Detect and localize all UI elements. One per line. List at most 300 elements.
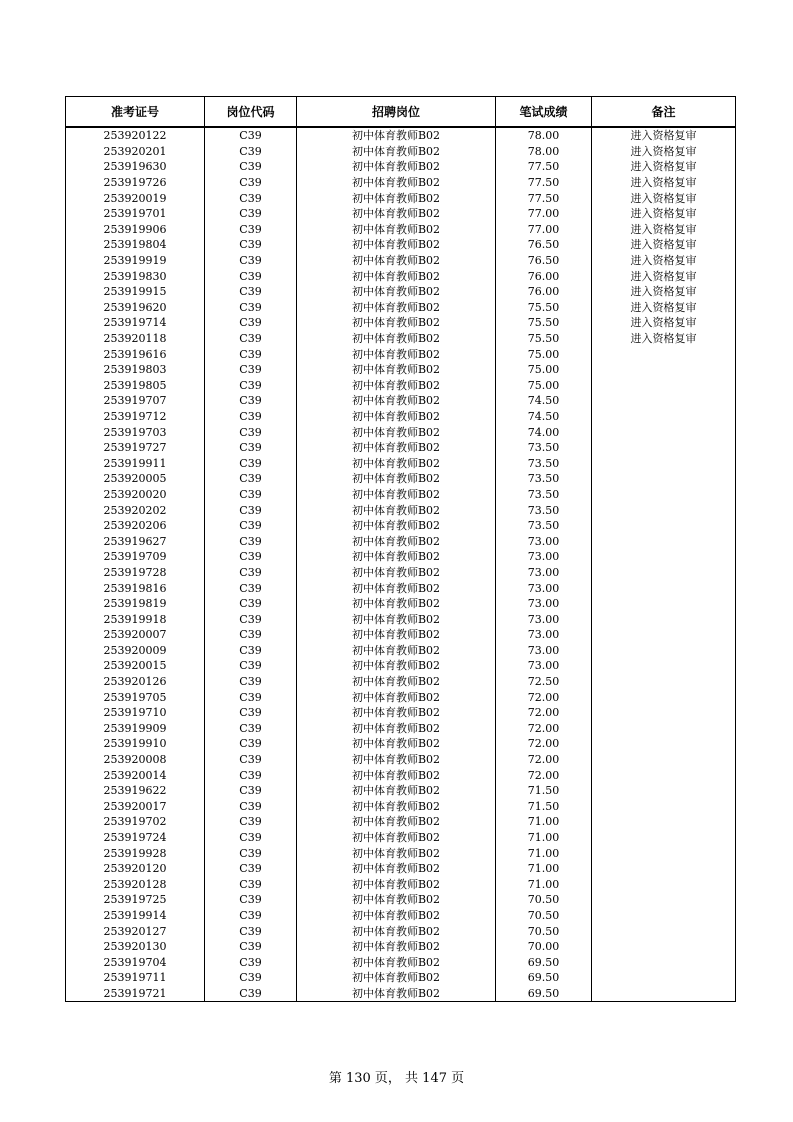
exam-id-cell: 253919819 [66, 596, 205, 612]
position-cell: 初中体育教师B02 [297, 300, 496, 316]
remark-cell: 进入资格复审 [592, 315, 736, 331]
remark-cell [592, 814, 736, 830]
remark-cell [592, 611, 736, 627]
exam-id-cell: 253919928 [66, 845, 205, 861]
score-cell: 72.00 [496, 767, 592, 783]
table-row [66, 658, 736, 674]
remark-cell [592, 549, 736, 565]
exam-id-cell: 253919616 [66, 346, 205, 362]
exam-id-cell: 253919830 [66, 268, 205, 284]
position-cell: 初中体育教师B02 [297, 643, 496, 659]
exam-id-cell: 253920015 [66, 658, 205, 674]
position-code-cell: C39 [205, 144, 297, 160]
results-table [65, 96, 736, 1002]
table-row [66, 954, 736, 970]
table-row [66, 487, 736, 503]
position-cell: 初中体育教师B02 [297, 674, 496, 690]
position-code-cell: C39 [205, 331, 297, 347]
position-cell: 初中体育教师B02 [297, 923, 496, 939]
exam-id-cell: 253919709 [66, 549, 205, 565]
score-cell: 71.50 [496, 783, 592, 799]
position-code-cell: C39 [205, 814, 297, 830]
exam-id-cell: 253919726 [66, 175, 205, 191]
position-code-cell: C39 [205, 908, 297, 924]
table-row [66, 533, 736, 549]
position-code-cell: C39 [205, 440, 297, 456]
exam-id-cell: 253919703 [66, 424, 205, 440]
score-cell: 73.50 [496, 518, 592, 534]
table-row [66, 237, 736, 253]
position-code-cell: C39 [205, 611, 297, 627]
score-cell: 73.00 [496, 611, 592, 627]
position-code-cell: C39 [205, 939, 297, 955]
position-cell: 初中体育教师B02 [297, 237, 496, 253]
position-code-cell: C39 [205, 549, 297, 565]
score-cell: 70.50 [496, 892, 592, 908]
exam-id-cell: 253919627 [66, 533, 205, 549]
table-row [66, 705, 736, 721]
remark-cell [592, 471, 736, 487]
position-cell: 初中体育教师B02 [297, 222, 496, 238]
remark-cell: 进入资格复审 [592, 284, 736, 300]
table-row [66, 611, 736, 627]
position-cell: 初中体育教师B02 [297, 939, 496, 955]
position-cell: 初中体育教师B02 [297, 362, 496, 378]
position-cell: 初中体育教师B02 [297, 705, 496, 721]
position-cell: 初中体育教师B02 [297, 736, 496, 752]
position-cell: 初中体育教师B02 [297, 393, 496, 409]
score-cell: 74.50 [496, 409, 592, 425]
position-cell: 初中体育教师B02 [297, 861, 496, 877]
position-code-cell: C39 [205, 705, 297, 721]
position-code-cell: C39 [205, 206, 297, 222]
exam-id-cell: 253919728 [66, 565, 205, 581]
remark-cell [592, 830, 736, 846]
position-cell: 初中体育教师B02 [297, 830, 496, 846]
remark-cell [592, 658, 736, 674]
remark-cell [592, 892, 736, 908]
score-cell: 73.50 [496, 502, 592, 518]
exam-id-cell: 253920005 [66, 471, 205, 487]
exam-id-cell: 253919906 [66, 222, 205, 238]
position-code-cell: C39 [205, 237, 297, 253]
exam-id-cell: 253920017 [66, 799, 205, 815]
position-cell: 初中体育教师B02 [297, 409, 496, 425]
score-cell: 74.00 [496, 424, 592, 440]
score-cell: 73.50 [496, 440, 592, 456]
position-cell: 初中体育教师B02 [297, 814, 496, 830]
position-code-cell: C39 [205, 315, 297, 331]
exam-id-cell: 253919630 [66, 159, 205, 175]
remark-cell [592, 970, 736, 986]
score-cell: 73.00 [496, 549, 592, 565]
position-code-cell: C39 [205, 970, 297, 986]
score-cell: 71.00 [496, 845, 592, 861]
position-cell: 初中体育教师B02 [297, 970, 496, 986]
table-row [66, 159, 736, 175]
score-cell: 72.00 [496, 721, 592, 737]
table-row [66, 877, 736, 893]
table-row [66, 409, 736, 425]
position-cell: 初中体育教师B02 [297, 315, 496, 331]
remark-cell: 进入资格复审 [592, 144, 736, 160]
position-cell: 初中体育教师B02 [297, 549, 496, 565]
exam-id-cell: 253919918 [66, 611, 205, 627]
exam-id-cell: 253920020 [66, 487, 205, 503]
exam-id-cell: 253920127 [66, 923, 205, 939]
position-code-cell: C39 [205, 424, 297, 440]
score-cell: 73.50 [496, 455, 592, 471]
score-cell: 74.50 [496, 393, 592, 409]
remark-cell [592, 783, 736, 799]
table-row [66, 986, 736, 1002]
position-cell: 初中体育教师B02 [297, 502, 496, 518]
remark-cell [592, 923, 736, 939]
header-remark: 备注 [592, 97, 736, 128]
position-cell: 初中体育教师B02 [297, 627, 496, 643]
score-cell: 73.00 [496, 658, 592, 674]
remark-cell [592, 939, 736, 955]
exam-id-cell: 253920126 [66, 674, 205, 690]
header-score: 笔试成绩 [496, 97, 592, 128]
remark-cell [592, 845, 736, 861]
remark-cell: 进入资格复审 [592, 253, 736, 269]
position-code-cell: C39 [205, 533, 297, 549]
position-cell: 初中体育教师B02 [297, 175, 496, 191]
position-cell: 初中体育教师B02 [297, 580, 496, 596]
remark-cell [592, 378, 736, 394]
table-row [66, 565, 736, 581]
table-row [66, 627, 736, 643]
score-cell: 76.00 [496, 284, 592, 300]
table-row [66, 783, 736, 799]
position-cell: 初中体育教师B02 [297, 331, 496, 347]
position-code-cell: C39 [205, 877, 297, 893]
exam-id-cell: 253920122 [66, 127, 205, 144]
score-cell: 73.50 [496, 471, 592, 487]
table-row [66, 502, 736, 518]
exam-id-cell: 253920014 [66, 767, 205, 783]
position-cell: 初中体育教师B02 [297, 284, 496, 300]
position-code-cell: C39 [205, 300, 297, 316]
exam-id-cell: 253919911 [66, 455, 205, 471]
position-cell: 初中体育教师B02 [297, 845, 496, 861]
position-code-cell: C39 [205, 736, 297, 752]
exam-id-cell: 253920130 [66, 939, 205, 955]
header-row [66, 97, 736, 128]
header-position: 招聘岗位 [297, 97, 496, 128]
table-row [66, 190, 736, 206]
position-cell: 初中体育教师B02 [297, 721, 496, 737]
position-cell: 初中体育教师B02 [297, 565, 496, 581]
score-cell: 75.00 [496, 346, 592, 362]
table-row [66, 721, 736, 737]
position-cell: 初中体育教师B02 [297, 954, 496, 970]
remark-cell [592, 767, 736, 783]
table-row [66, 830, 736, 846]
remark-cell [592, 908, 736, 924]
table-row [66, 518, 736, 534]
position-code-cell: C39 [205, 362, 297, 378]
header-position-code: 岗位代码 [205, 97, 297, 128]
table-body [66, 127, 736, 1002]
remark-cell: 进入资格复审 [592, 127, 736, 144]
exam-id-cell: 253920202 [66, 502, 205, 518]
exam-id-cell: 253919620 [66, 300, 205, 316]
remark-cell [592, 643, 736, 659]
position-code-cell: C39 [205, 830, 297, 846]
exam-id-cell: 253920008 [66, 752, 205, 768]
score-cell: 72.50 [496, 674, 592, 690]
position-code-cell: C39 [205, 268, 297, 284]
exam-id-cell: 253919910 [66, 736, 205, 752]
score-cell: 76.00 [496, 268, 592, 284]
remark-cell [592, 502, 736, 518]
exam-id-cell: 253920206 [66, 518, 205, 534]
position-code-cell: C39 [205, 954, 297, 970]
position-cell: 初中体育教师B02 [297, 689, 496, 705]
exam-id-cell: 253919919 [66, 253, 205, 269]
table-row [66, 346, 736, 362]
remark-cell [592, 627, 736, 643]
position-code-cell: C39 [205, 159, 297, 175]
position-cell: 初中体育教师B02 [297, 206, 496, 222]
score-cell: 77.50 [496, 159, 592, 175]
position-code-cell: C39 [205, 502, 297, 518]
remark-cell [592, 409, 736, 425]
table-row [66, 440, 736, 456]
score-cell: 69.50 [496, 986, 592, 1002]
score-cell: 75.00 [496, 362, 592, 378]
position-code-cell: C39 [205, 127, 297, 144]
exam-id-cell: 253919721 [66, 986, 205, 1002]
position-code-cell: C39 [205, 986, 297, 1002]
remark-cell [592, 689, 736, 705]
score-cell: 69.50 [496, 970, 592, 986]
position-code-cell: C39 [205, 861, 297, 877]
table-row [66, 845, 736, 861]
table-row [66, 674, 736, 690]
score-cell: 73.00 [496, 533, 592, 549]
position-code-cell: C39 [205, 892, 297, 908]
position-code-cell: C39 [205, 643, 297, 659]
table-row [66, 424, 736, 440]
position-cell: 初中体育教师B02 [297, 440, 496, 456]
score-cell: 75.00 [496, 378, 592, 394]
exam-id-cell: 253919710 [66, 705, 205, 721]
position-cell: 初中体育教师B02 [297, 424, 496, 440]
table-row [66, 362, 736, 378]
table-row [66, 814, 736, 830]
position-code-cell: C39 [205, 487, 297, 503]
position-cell: 初中体育教师B02 [297, 986, 496, 1002]
header-exam-id: 准考证号 [66, 97, 205, 128]
position-code-cell: C39 [205, 222, 297, 238]
position-cell: 初中体育教师B02 [297, 144, 496, 160]
remark-cell [592, 440, 736, 456]
exam-id-cell: 253919705 [66, 689, 205, 705]
remark-cell: 进入资格复审 [592, 175, 736, 191]
position-cell: 初中体育教师B02 [297, 487, 496, 503]
table-row [66, 643, 736, 659]
table-row [66, 689, 736, 705]
position-code-cell: C39 [205, 752, 297, 768]
remark-cell [592, 565, 736, 581]
position-cell: 初中体育教师B02 [297, 378, 496, 394]
remark-cell [592, 736, 736, 752]
position-cell: 初中体育教师B02 [297, 799, 496, 815]
position-code-cell: C39 [205, 767, 297, 783]
exam-id-cell: 253919711 [66, 970, 205, 986]
position-code-cell: C39 [205, 658, 297, 674]
position-cell: 初中体育教师B02 [297, 455, 496, 471]
remark-cell: 进入资格复审 [592, 206, 736, 222]
remark-cell: 进入资格复审 [592, 268, 736, 284]
position-cell: 初中体育教师B02 [297, 533, 496, 549]
position-code-cell: C39 [205, 378, 297, 394]
position-cell: 初中体育教师B02 [297, 892, 496, 908]
position-cell: 初中体育教师B02 [297, 877, 496, 893]
score-cell: 73.00 [496, 643, 592, 659]
score-cell: 77.00 [496, 206, 592, 222]
position-cell: 初中体育教师B02 [297, 518, 496, 534]
position-code-cell: C39 [205, 674, 297, 690]
position-code-cell: C39 [205, 845, 297, 861]
score-cell: 73.00 [496, 627, 592, 643]
remark-cell: 进入资格复审 [592, 300, 736, 316]
score-cell: 71.00 [496, 814, 592, 830]
exam-id-cell: 253919702 [66, 814, 205, 830]
remark-cell: 进入资格复审 [592, 222, 736, 238]
page-footer: 第 130 页， 共 147 页 [328, 1071, 465, 1086]
position-cell: 初中体育教师B02 [297, 253, 496, 269]
score-cell: 78.00 [496, 144, 592, 160]
table-row [66, 799, 736, 815]
exam-id-cell: 253919909 [66, 721, 205, 737]
score-cell: 72.00 [496, 736, 592, 752]
score-cell: 72.00 [496, 752, 592, 768]
position-cell: 初中体育教师B02 [297, 268, 496, 284]
exam-id-cell: 253919915 [66, 284, 205, 300]
remark-cell: 进入资格复审 [592, 190, 736, 206]
table-row [66, 596, 736, 612]
exam-id-cell: 253920009 [66, 643, 205, 659]
exam-id-cell: 253919701 [66, 206, 205, 222]
score-cell: 76.50 [496, 237, 592, 253]
table-row [66, 549, 736, 565]
exam-id-cell: 253919714 [66, 315, 205, 331]
score-cell: 77.00 [496, 222, 592, 238]
table-row [66, 393, 736, 409]
score-cell: 78.00 [496, 127, 592, 144]
exam-id-cell: 253919707 [66, 393, 205, 409]
remark-cell [592, 954, 736, 970]
score-cell: 71.00 [496, 861, 592, 877]
exam-id-cell: 253919914 [66, 908, 205, 924]
position-code-cell: C39 [205, 253, 297, 269]
position-code-cell: C39 [205, 565, 297, 581]
table-row [66, 378, 736, 394]
position-code-cell: C39 [205, 346, 297, 362]
table-row [66, 331, 736, 347]
remark-cell [592, 596, 736, 612]
score-cell: 72.00 [496, 689, 592, 705]
position-code-cell: C39 [205, 596, 297, 612]
position-code-cell: C39 [205, 721, 297, 737]
remark-cell [592, 393, 736, 409]
table-row [66, 127, 736, 144]
table-row [66, 175, 736, 191]
table-row [66, 222, 736, 238]
position-code-cell: C39 [205, 783, 297, 799]
table-row [66, 861, 736, 877]
score-cell: 75.50 [496, 315, 592, 331]
score-cell: 77.50 [496, 175, 592, 191]
remark-cell [592, 674, 736, 690]
position-cell: 初中体育教师B02 [297, 908, 496, 924]
score-cell: 73.50 [496, 487, 592, 503]
exam-id-cell: 253920120 [66, 861, 205, 877]
score-cell: 69.50 [496, 954, 592, 970]
remark-cell [592, 580, 736, 596]
remark-cell [592, 533, 736, 549]
position-cell: 初中体育教师B02 [297, 658, 496, 674]
score-cell: 71.00 [496, 877, 592, 893]
position-code-cell: C39 [205, 409, 297, 425]
table-row [66, 767, 736, 783]
exam-id-cell: 253919622 [66, 783, 205, 799]
exam-id-cell: 253920118 [66, 331, 205, 347]
position-cell: 初中体育教师B02 [297, 471, 496, 487]
table-row [66, 253, 736, 269]
position-code-cell: C39 [205, 175, 297, 191]
table-row [66, 580, 736, 596]
score-cell: 70.50 [496, 923, 592, 939]
remark-cell [592, 721, 736, 737]
score-cell: 71.50 [496, 799, 592, 815]
position-code-cell: C39 [205, 190, 297, 206]
position-cell: 初中体育教师B02 [297, 346, 496, 362]
remark-cell [592, 487, 736, 503]
remark-cell [592, 424, 736, 440]
table-header [66, 97, 736, 128]
exam-id-cell: 253920128 [66, 877, 205, 893]
position-cell: 初中体育教师B02 [297, 783, 496, 799]
table-row [66, 300, 736, 316]
position-code-cell: C39 [205, 284, 297, 300]
exam-id-cell: 253919805 [66, 378, 205, 394]
position-code-cell: C39 [205, 799, 297, 815]
position-cell: 初中体育教师B02 [297, 159, 496, 175]
exam-id-cell: 253920007 [66, 627, 205, 643]
remark-cell: 进入资格复审 [592, 331, 736, 347]
table-row [66, 970, 736, 986]
position-code-cell: C39 [205, 471, 297, 487]
remark-cell: 进入资格复审 [592, 159, 736, 175]
table-row [66, 268, 736, 284]
table-row [66, 892, 736, 908]
position-cell: 初中体育教师B02 [297, 767, 496, 783]
exam-id-cell: 253919727 [66, 440, 205, 456]
table-row [66, 144, 736, 160]
position-code-cell: C39 [205, 518, 297, 534]
score-cell: 70.50 [496, 908, 592, 924]
exam-id-cell: 253919704 [66, 954, 205, 970]
table-row [66, 471, 736, 487]
remark-cell [592, 986, 736, 1002]
score-cell: 71.00 [496, 830, 592, 846]
position-code-cell: C39 [205, 627, 297, 643]
